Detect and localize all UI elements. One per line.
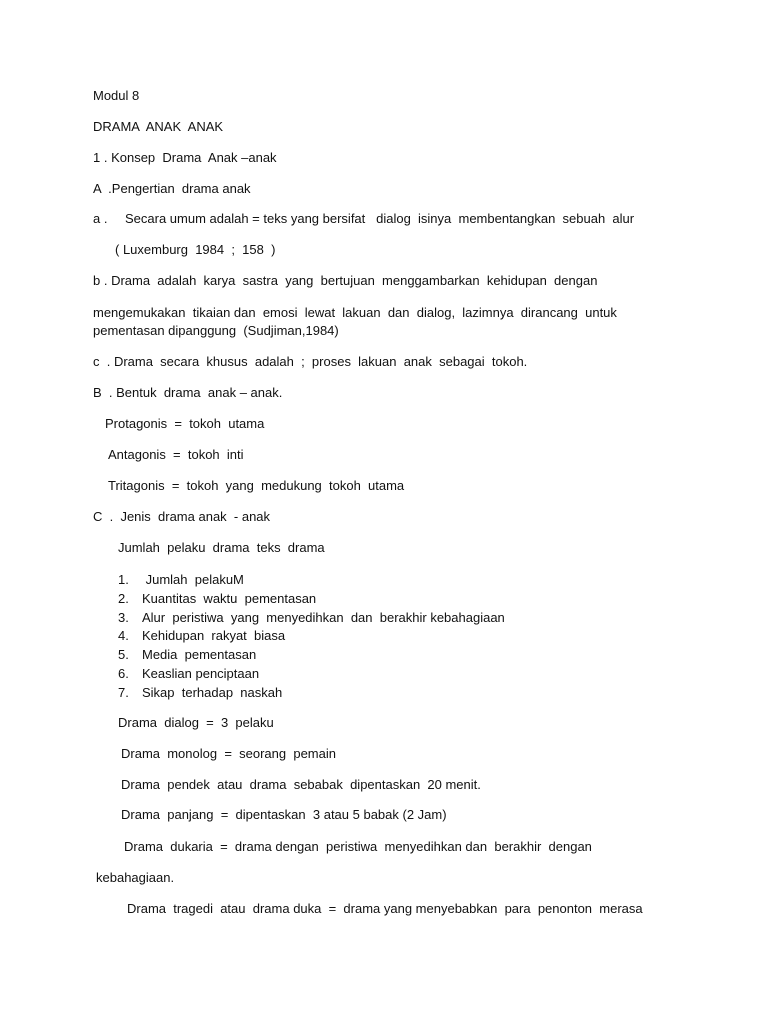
- list-item-text: Keaslian penciptaan: [142, 665, 260, 681]
- list-item: [118, 628, 505, 647]
- drama-monolog-line: Drama monolog = seorang pemain: [121, 746, 336, 761]
- list-item-number: 1.: [118, 572, 129, 587]
- subsection-b-title: B . Bentuk drama anak – anak.: [93, 385, 283, 400]
- item-b-line-2: mengemukakan tikaian dan emosi lewat lakuan dan dialog, lazimnya dirancang untuk: [93, 305, 617, 320]
- list-item: [118, 572, 505, 591]
- drama-dialog-line: Drama dialog = 3 pelaku: [118, 715, 274, 730]
- list-item-text: Jumlah pelakuM: [142, 572, 244, 587]
- subsection-a-title: A .Pengertian drama anak: [93, 181, 251, 196]
- section-1-title: 1 . Konsep Drama Anak –anak: [93, 150, 277, 165]
- list-item: [118, 610, 505, 629]
- kebahagiaan-line: kebahagiaan.: [96, 870, 175, 885]
- drama-dukaria-line: Drama dukaria = drama dengan peristiwa menyedihkan dan berakhir dengan: [124, 839, 592, 854]
- list-item-text: Sikap terhadap naskah: [142, 684, 283, 700]
- document-heading: DRAMA ANAK ANAK: [93, 119, 224, 134]
- list-item: [118, 591, 505, 610]
- list-item-number: 7.: [118, 684, 129, 700]
- numbered-list: [118, 572, 505, 704]
- list-item: [118, 647, 505, 666]
- list-item-text: Alur peristiwa yang menyedihkan dan berakhir kebahagiaan: [142, 609, 505, 625]
- list-item-number: 6.: [118, 665, 129, 681]
- list-item-number: 2.: [118, 590, 129, 606]
- list-item-text: Kehidupan rakyat biasa: [142, 628, 286, 644]
- drama-panjang-line: Drama panjang = dipentaskan 3 atau 5 babak (2 Jam): [121, 807, 447, 822]
- drama-tragedi-line: Drama tragedi atau drama duka = drama yang menyebabkan para penonton merasa: [127, 901, 643, 916]
- list-item-number: 4.: [118, 628, 129, 644]
- list-item-number: 5.: [118, 647, 129, 663]
- item-b-line-3: pementasan dipanggung (Sudjiman,1984): [93, 323, 339, 338]
- module-title: Modul 8: [93, 88, 140, 103]
- list-item: [118, 685, 505, 704]
- item-b-line-1: b . Drama adalah karya sastra yang bertujuan menggambarkan kehidupan dengan: [93, 273, 598, 288]
- list-item-text: Media pementasan: [142, 647, 257, 663]
- drama-pendek-line: Drama pendek atau drama sebabak dipentaskan 20 menit.: [121, 777, 481, 792]
- list-item-text: Kuantitas waktu pementasan: [142, 590, 317, 606]
- subsection-c-title: C . Jenis drama anak - anak: [93, 509, 271, 524]
- list-item: [118, 666, 505, 685]
- item-a-label: a .: [93, 211, 108, 226]
- antagonis-line: Antagonis = tokoh inti: [108, 447, 244, 462]
- tritagonis-line: Tritagonis = tokoh yang medukung tokoh utama: [108, 478, 405, 493]
- item-c-text: c . Drama secara khusus adalah ; proses lakuan anak sebagai tokoh.: [93, 354, 528, 369]
- protagonis-line: Protagonis = tokoh utama: [105, 416, 265, 431]
- item-a-text: Secara umum adalah = teks yang bersifat dialog isinya membentangkan sebuah alur: [125, 211, 635, 226]
- item-a-citation: ( Luxemburg 1984 ; 158 ): [115, 242, 276, 257]
- jumlah-pelaku-heading: Jumlah pelaku drama teks drama: [118, 540, 325, 555]
- list-item-number: 3.: [118, 609, 129, 625]
